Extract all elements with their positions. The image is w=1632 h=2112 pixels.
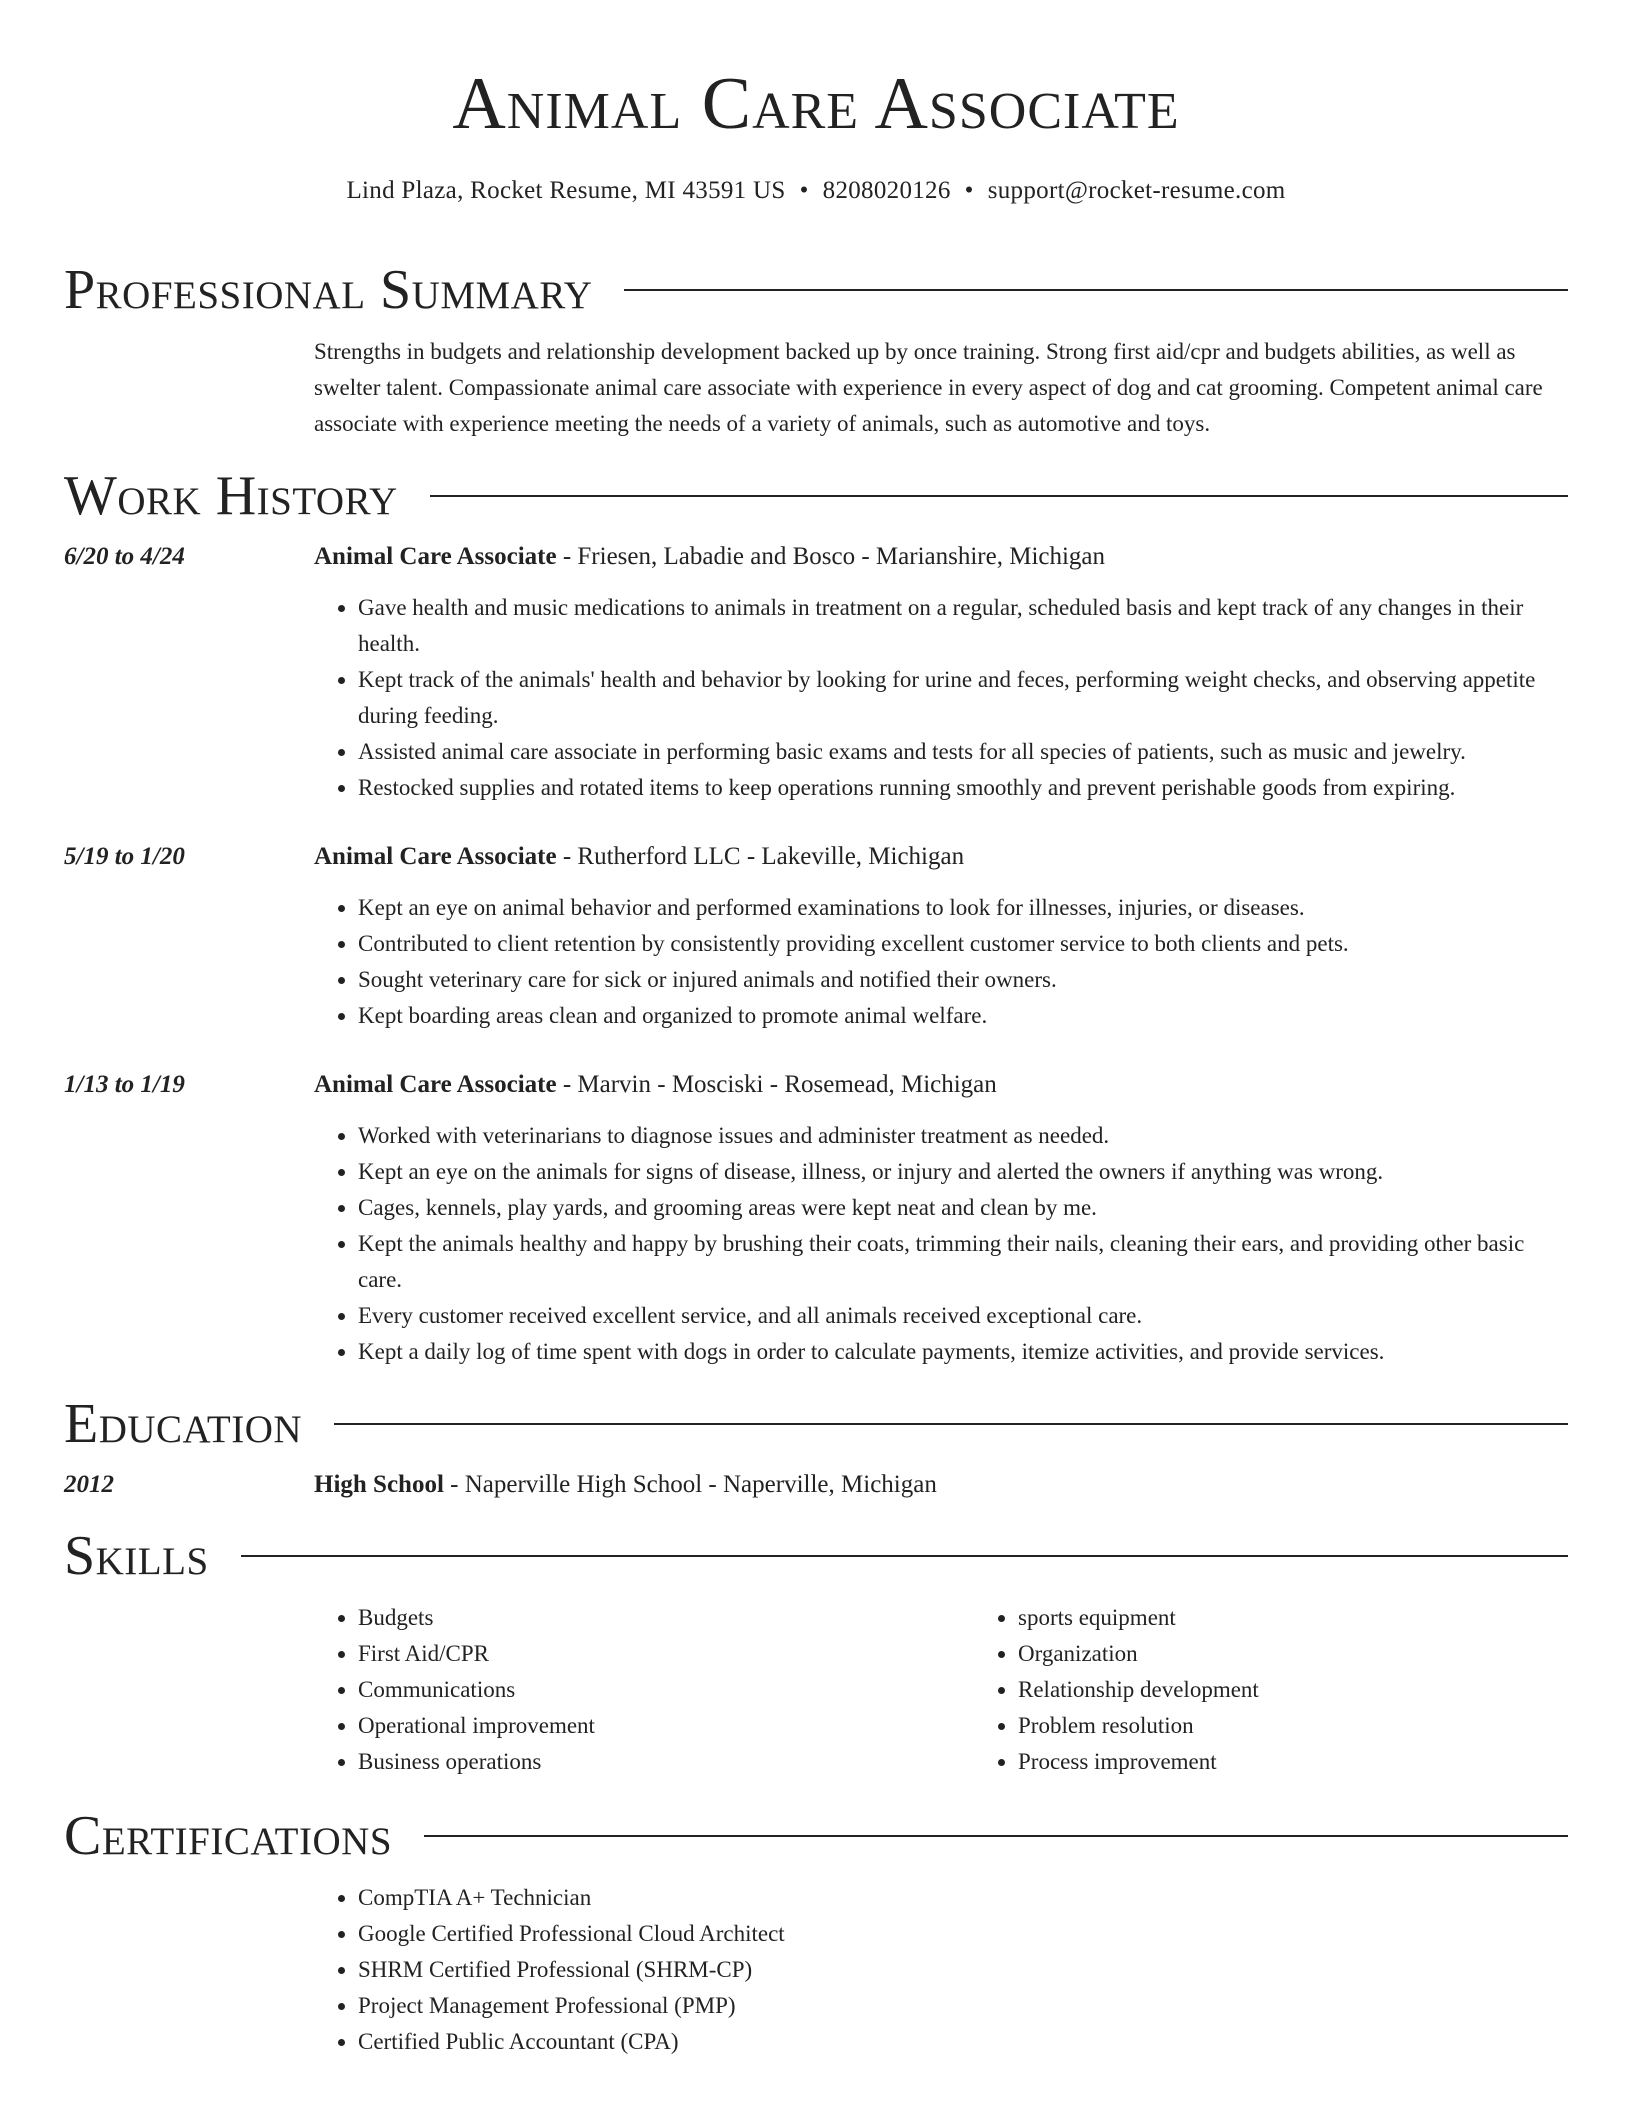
education-year: 2012 [64,1471,114,1498]
education-details: - Naperville High School - Naperville, Michigan [443,1471,937,1498]
summary-row [64,334,1568,442]
job-bullets [314,590,1568,806]
list-item: • Relationship development [1018,1672,1632,1708]
list-item: • Every customer received excellent service, and all animals received exceptional care. [358,1298,1568,1334]
job-heading [314,540,1568,574]
job-bullets [314,890,1568,1034]
list-item: • Budgets [358,1600,974,1636]
contact-address: Lind Plaza, Rocket Resume, MI 43591 US [346,177,786,204]
job-bullets [314,1118,1568,1370]
certifications-list [314,1880,1568,2060]
job-details: - Friesen, Labadie and Bosco - Marianshire, Michigan [556,543,1106,570]
job-title: Animal Care Associate [314,543,557,570]
education-section-header [64,1392,1568,1456]
list-item: • Kept the animals healthy and happy by brushing their coats, trimming their nails, cleaning their ears, and providing other basic care. [358,1226,1568,1298]
list-item: • Kept an eye on the animals for signs of disease, illness, or injury and alerted the owners if anything was wrong. [358,1154,1568,1190]
skills-columns [314,1600,1632,1780]
list-item: • Assisted animal care associate in performing basic exams and tests for all species of patients, such as music and jewelry. [358,734,1568,770]
list-item: • Problem resolution [1018,1708,1632,1744]
list-item: • Google Certified Professional Cloud Architect [358,1916,1568,1952]
list-item: • First Aid/CPR [358,1636,974,1672]
list-item: • Project Management Professional (PMP) [358,1988,1568,2024]
list-item: • Gave health and music medications to animals in treatment on a regular, scheduled basis and kept track of any changes in their health. [358,590,1568,662]
skills-heading: Skills [64,1525,209,1587]
section-divider [241,1555,1568,1557]
list-item: • Business operations [358,1744,974,1780]
work-heading: Work History [64,465,398,527]
summary-section-header [64,258,1568,322]
education-heading: Education [64,1393,303,1455]
section-divider [424,1835,1568,1837]
list-item: • Kept a daily log of time spent with dogs in order to calculate payments, itemize activities, and provide services. [358,1334,1568,1370]
skills-section-header [64,1524,1568,1588]
list-item: • Certified Public Accountant (CPA) [358,2024,1568,2060]
section-divider [334,1423,1568,1425]
list-item: • Restocked supplies and rotated items to keep operations running smoothly and prevent perishable goods from expiring. [358,770,1568,806]
list-item: • Operational improvement [358,1708,974,1744]
certifications-section-header [64,1804,1568,1868]
list-item: • Contributed to client retention by consistently providing excellent customer service to both clients and pets. [358,926,1568,962]
list-item: • Kept track of the animals' health and behavior by looking for urine and feces, performing weight checks, and observing appetite during feeding. [358,662,1568,734]
job-title: Animal Care Associate [314,1071,557,1098]
list-item: • Cages, kennels, play yards, and grooming areas were kept neat and clean by me. [358,1190,1568,1226]
certifications-heading: Certifications [64,1805,393,1867]
skills-list-left [314,1600,974,1780]
contact-email: support@rocket-resume.com [987,177,1286,204]
contact-separator: • [799,177,809,204]
list-item: • Communications [358,1672,974,1708]
contact-line [64,174,1568,208]
education-entry [64,1468,1568,1502]
education-heading-line [314,1468,1568,1502]
job-dates: 6/20 to 4/24 [64,543,185,570]
education-degree: High School [314,1471,444,1498]
summary-heading: Professional Summary [64,259,593,321]
work-section-header [64,464,1568,528]
job-entry [64,1068,1568,1370]
resume-name: Animal Care Associate [452,63,1180,145]
list-item: • Kept an eye on animal behavior and performed examinations to look for illnesses, injuries, or diseases. [358,890,1568,926]
certifications-row [64,1880,1568,2060]
job-entry [64,540,1568,806]
section-divider [624,289,1568,291]
job-details: - Marvin - Mosciski - Rosemead, Michigan [556,1071,997,1098]
list-item: • CompTIA A+ Technician [358,1880,1568,1916]
list-item: • Process improvement [1018,1744,1632,1780]
list-item: • Kept boarding areas clean and organized to promote animal welfare. [358,998,1568,1034]
job-entry [64,840,1568,1034]
list-item: • sports equipment [1018,1600,1632,1636]
contact-separator: • [964,177,974,204]
job-dates: 1/13 to 1/19 [64,1071,185,1098]
job-dates: 5/19 to 1/20 [64,843,185,870]
job-title: Animal Care Associate [314,843,557,870]
job-details: - Rutherford LLC - Lakeville, Michigan [556,843,965,870]
summary-text: Strengths in budgets and relationship development backed up by once training. Strong first aid/cpr and budgets abilities, as well as swelter talent. Compassionate animal care associate with experience in every aspect of dog and cat grooming. Competent animal care associate with experience meeting the needs of a variety of animals, such as automotive and toys. [314,339,1543,436]
contact-phone: 8208020126 [822,177,951,204]
list-item: • Worked with veterinarians to diagnose issues and administer treatment as needed. [358,1118,1568,1154]
list-item: • SHRM Certified Professional (SHRM-CP) [358,1952,1568,1988]
skills-list-right [974,1600,1632,1780]
section-divider [430,495,1568,497]
list-item: • Sought veterinary care for sick or injured animals and notified their owners. [358,962,1568,998]
skills-row [64,1600,1568,1780]
job-heading [314,1068,1568,1102]
list-item: • Organization [1018,1636,1632,1672]
job-heading [314,840,1568,874]
